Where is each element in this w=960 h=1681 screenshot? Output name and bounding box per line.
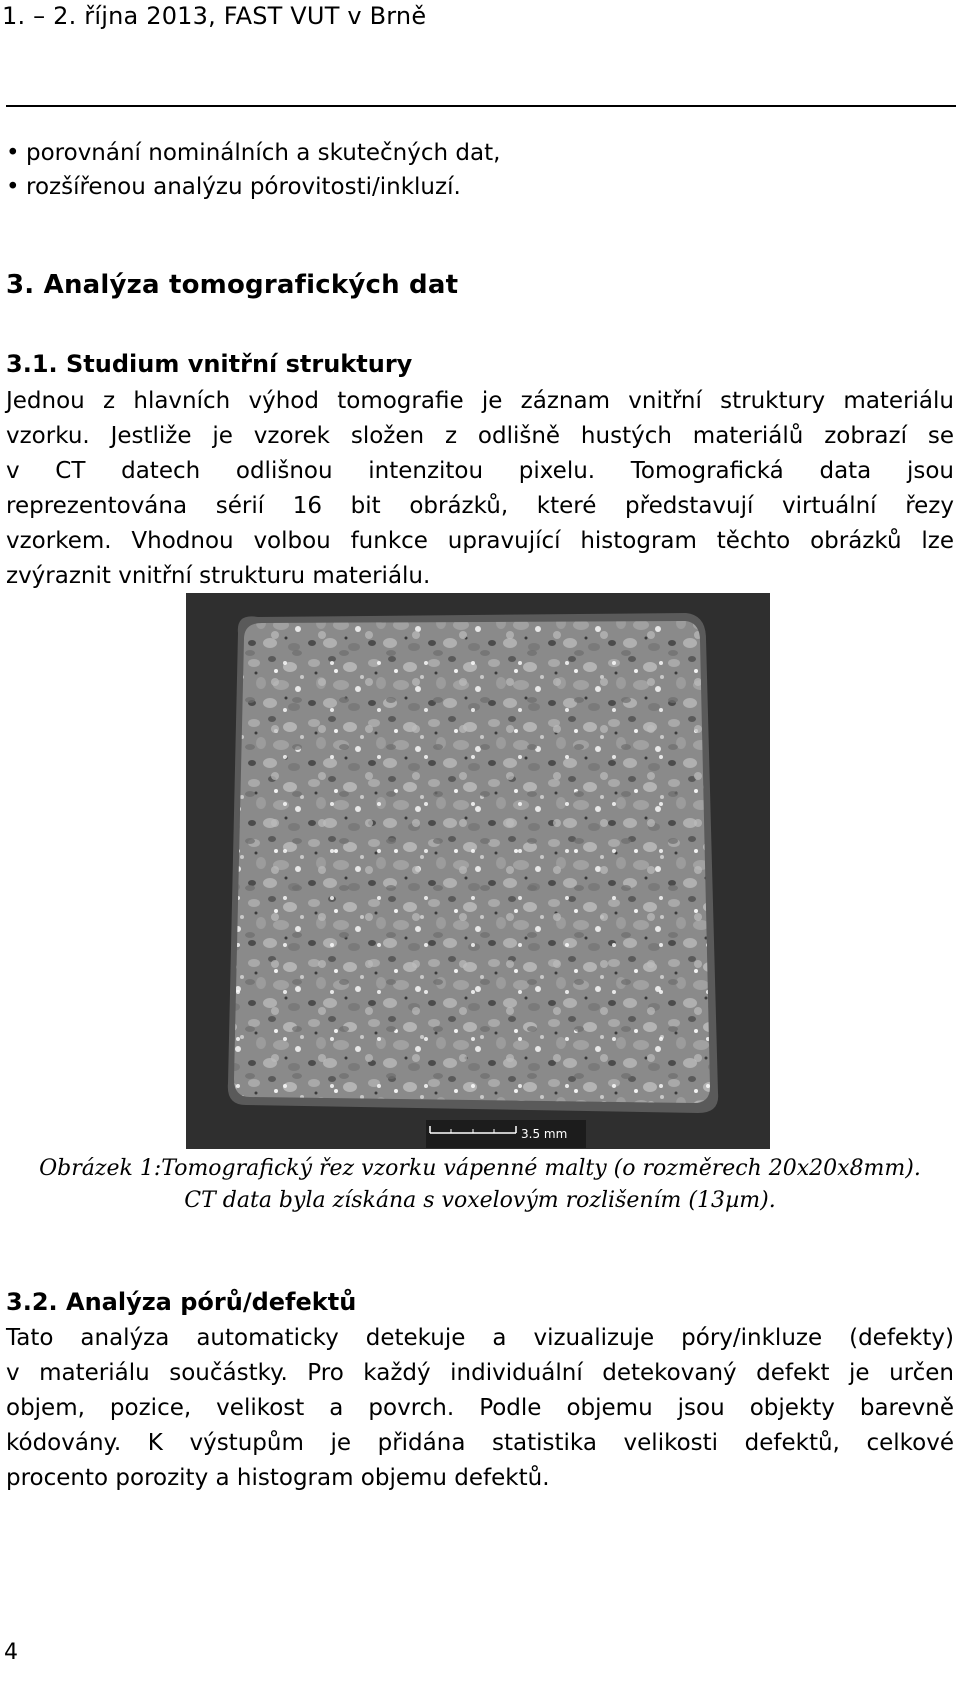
bullet-item: • rozšířenou analýzu pórovitosti/inkluzí. xyxy=(6,170,500,204)
paragraph-line: v materiálu součástky. Pro každý individuální detekovaný defekt je určen xyxy=(6,1360,954,1386)
ct-slice-image xyxy=(186,593,770,1149)
subsection-heading-3-1: 3.1. Studium vnitřní struktury xyxy=(6,350,413,378)
page-number: 4 xyxy=(4,1640,18,1665)
page-header: 1. – 2. října 2013, FAST VUT v Brně xyxy=(2,2,427,30)
paragraph-line: vzorkem. Vhodnou volbou funkce upravující histogram těchto obrázků lze xyxy=(6,528,954,554)
paragraph-line: objem, pozice, velikost a povrch. Podle objemu jsou objekty barevně xyxy=(6,1395,954,1421)
paragraph-line: Tato analýza automaticky detekuje a vizualizuje póry/inkluze (defekty) xyxy=(6,1325,954,1351)
ct-slice-graphic xyxy=(186,593,770,1149)
paragraph-line: v CT datech odlišnou intenzitou pixelu. Tomografická data jsou xyxy=(6,458,954,484)
paragraph-line: procento porozity a histogram objemu defektů. xyxy=(6,1465,550,1491)
paragraph-line: kódovány. K výstupům je přidána statistika velikosti defektů, celkové xyxy=(6,1430,954,1456)
bullet-list xyxy=(6,136,500,204)
paragraph-line: zvýraznit vnitřní strukturu materiálu. xyxy=(6,563,431,589)
figure-caption-line-2: CT data byla získána s voxelovým rozlišením (13µm). xyxy=(184,1188,776,1213)
paragraph-3-1 xyxy=(6,384,954,594)
header-rule xyxy=(6,105,956,107)
bullet-item: • porovnání nominálních a skutečných dat, xyxy=(6,136,500,170)
paragraph-line: Jednou z hlavních výhod tomografie je záznam vnitřní struktury materiálu xyxy=(6,388,954,414)
paragraph-line: reprezentována sérií 16 bit obrázků, které představují virtuální řezy xyxy=(6,493,954,519)
subsection-heading-3-2: 3.2. Analýza pórů/defektů xyxy=(6,1288,357,1316)
figure-caption-line-1: Obrázek 1:Tomografický řez vzorku vápenné malty (o rozměrech 20x20x8mm). xyxy=(39,1156,921,1181)
section-title: 3. Analýza tomografických dat xyxy=(6,270,459,300)
paragraph-line: vzorku. Jestliže je vzorek složen z odlišně hustých materiálů zobrazí se xyxy=(6,423,954,449)
paragraph-3-2 xyxy=(6,1321,954,1496)
scale-bar-label: 3.5 mm xyxy=(521,1127,568,1141)
